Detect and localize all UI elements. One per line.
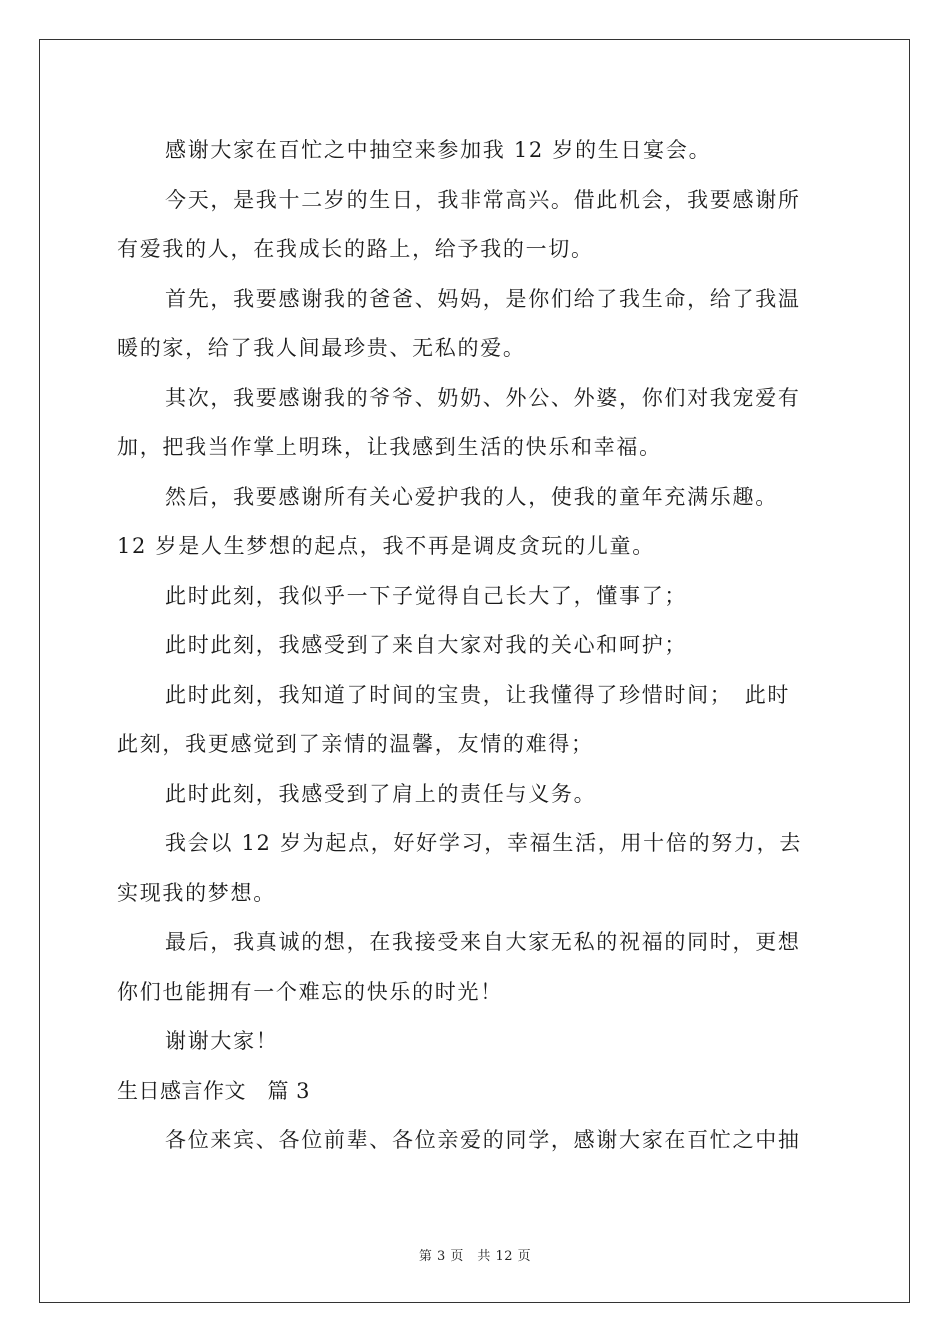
paragraph-line: 你们也能拥有一个难忘的快乐的时光！ xyxy=(117,979,503,1004)
paragraph-line: 其次，我要感谢我的爷爷、奶奶、外公、外婆，你们对我宠爱有 xyxy=(165,385,801,410)
paragraph-line: 暖的家，给了我人间最珍贵、无私的爱。 xyxy=(117,336,526,360)
paragraph-line: 此时此刻，我感受到了肩上的责任与义务。 xyxy=(165,781,597,806)
paragraph-line: 12 岁是人生梦想的起点，我不再是调皮贪玩的儿童。 xyxy=(117,534,655,558)
paragraph-line: 最后，我真诚的想，在我接受来自大家无私的祝福的同时，更想 xyxy=(165,930,801,954)
paragraph-line: 首先，我要感谢我的爸爸、妈妈，是你们给了我生命，给了我温 xyxy=(165,286,801,311)
document-body xyxy=(117,126,833,1166)
paragraph-line: 我会以 12 岁为起点，好好学习，幸福生活，用十倍的努力，去 xyxy=(165,831,803,855)
paragraph-line: 此时此刻，我感受到了来自大家对我的关心和呵护； xyxy=(165,633,688,657)
paragraph-line: 今天，是我十二岁的生日，我非常高兴。借此机会，我要感谢所 xyxy=(165,187,801,212)
paragraph-line: 各位来宾、各位前辈、各位亲爱的同学，感谢大家在百忙之中抽 xyxy=(165,1128,801,1152)
paragraph-line: 谢谢大家！ xyxy=(165,1029,279,1053)
paragraph-line: 加，把我当作掌上明珠，让我感到生活的快乐和幸福。 xyxy=(117,435,662,459)
paragraph-line: 感谢大家在百忙之中抽空来参加我 12 岁的生日宴会。 xyxy=(165,138,712,162)
section-heading: 生日感言作文 篇 3 xyxy=(117,1078,311,1103)
paragraph-line: 然后，我要感谢所有关心爱护我的人，使我的童年充满乐趣。 xyxy=(165,484,778,509)
page-number-footer: 第 3 页 共 12 页 xyxy=(418,1249,532,1264)
paragraph-line: 此时此刻，我知道了时间的宝贵，让我懂得了珍惜时间； 此时 xyxy=(165,682,791,707)
paragraph-line: 有爱我的人，在我成长的路上，给予我的一切。 xyxy=(117,237,594,261)
paragraph-line: 此时此刻，我似乎一下子觉得自己长大了，懂事了； xyxy=(165,583,688,608)
paragraph-line: 此刻，我更感觉到了亲情的温馨，友情的难得； xyxy=(117,732,594,756)
paragraph-line: 实现我的梦想。 xyxy=(117,880,276,905)
